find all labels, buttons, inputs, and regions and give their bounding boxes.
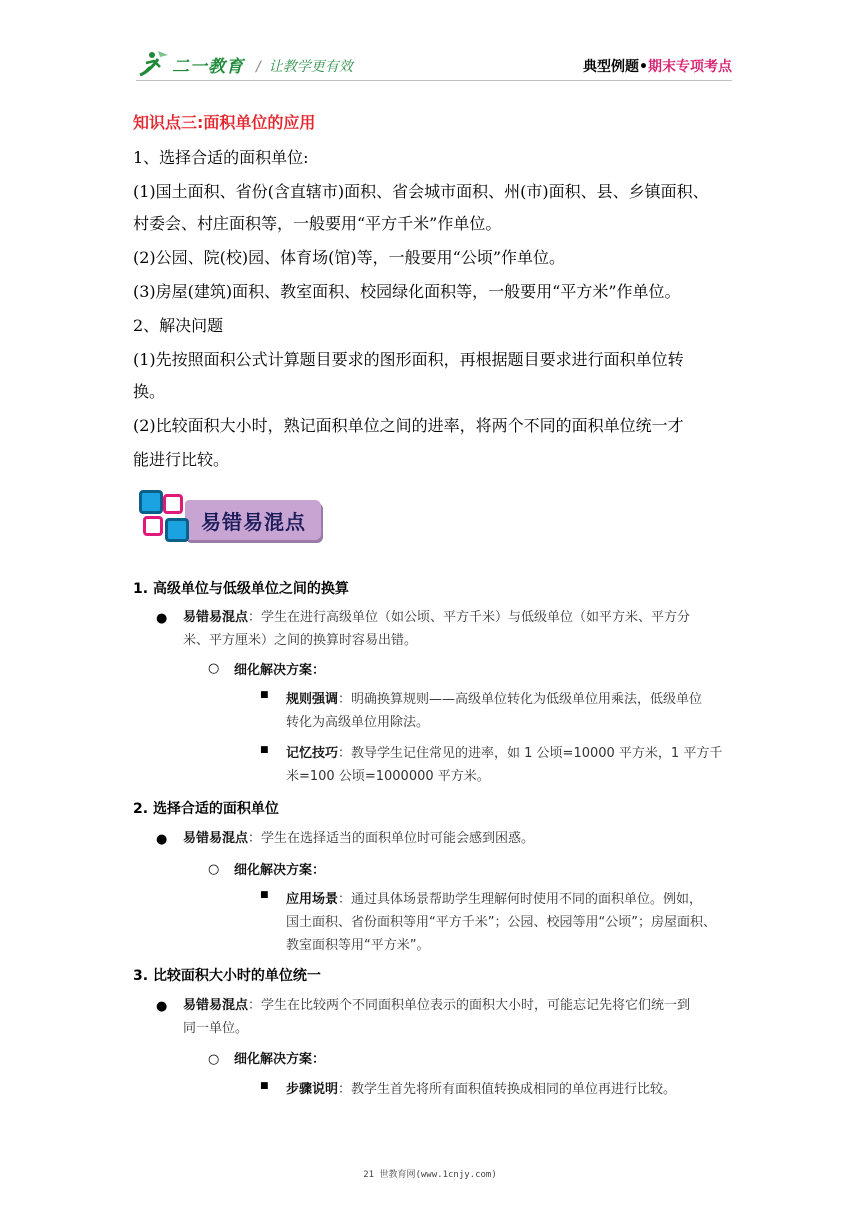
item-title: 高级单位与低级单位之间的换算: [152, 581, 349, 597]
bullet-circle-icon: ○: [208, 1052, 220, 1067]
solution-colon: ：: [312, 863, 326, 878]
solution-item-label: 记忆技巧: [286, 746, 339, 761]
section-title: 知识点三:面积单位的应用: [133, 113, 316, 132]
paragraph-10: 能进行比较。: [133, 450, 230, 469]
point-text: ：学生在选择适当的面积单位时可能会感到困惑。: [248, 831, 535, 846]
paragraph-1: 1、选择合适的面积单位:: [133, 148, 309, 167]
square-icon: [165, 518, 189, 542]
point-text: 同一单位。: [183, 1021, 249, 1036]
solution-heading: [234, 1048, 325, 1071]
item-heading: [133, 798, 279, 818]
header-topic-accent: 期末专项考点: [648, 59, 732, 75]
solution-item-text: 米=100 公顷=1000000 平方米。: [286, 769, 490, 784]
item-title: 选择合适的面积单位: [152, 801, 279, 817]
badge-label: 易错易混点: [201, 510, 306, 534]
bullet-disc-icon: ●: [156, 611, 168, 626]
solution-item: [286, 1078, 734, 1101]
solution-label: 细化解决方案: [234, 863, 313, 878]
point-label: 易错易混点: [183, 998, 249, 1013]
solution-item-text: 国土面积、省份面积等用“平方千米”；公园、校园等用“公顷”；房屋面积、: [286, 915, 716, 930]
item-heading: [133, 965, 321, 985]
paragraph-8: 换。: [133, 382, 166, 401]
point-label: 易错易混点: [183, 831, 249, 846]
solution-colon: ：: [312, 663, 326, 678]
bullet-square-icon: ■: [260, 890, 269, 900]
point-text: ：学生在进行高级单位（如公顷、平方千米）与低级单位（如平方米、平方分: [248, 610, 691, 625]
solution-item-text: ：通过具体场景帮助学生理解何时使用不同的面积单位。例如，: [338, 892, 703, 907]
solution-item-text: ：教导学生记住常见的进率，如 1 公顷=10000 平方米，1 平方千: [338, 746, 723, 761]
paragraph-7: (1)先按照面积公式计算题目要求的图形面积，再根据题目要求进行面积单位转: [133, 350, 684, 369]
solution-heading: [234, 859, 325, 882]
header-topic-main: 典型例题•: [583, 59, 648, 75]
header-divider: [136, 80, 732, 81]
solution-item-label: 规则强调: [286, 692, 339, 707]
solution-item-text: 转化为高级单位用除法。: [286, 715, 430, 730]
slogan-text: 让教学更有效: [268, 59, 353, 75]
bullet-disc-icon: ●: [156, 999, 168, 1014]
solution-item-text: ：教学生首先将所有面积值转换成相同的单位再进行比较。: [338, 1082, 677, 1097]
error-prone-badge: [135, 486, 323, 550]
point-text: ：学生在比较两个不同面积单位表示的面积大小时，可能忘记先将它们统一到: [248, 998, 691, 1013]
point-label: 易错易混点: [183, 610, 249, 625]
bullet-square-icon: ■: [260, 690, 269, 700]
slogan: / 让教学更有效: [256, 59, 353, 75]
solution-item-text: 教室面积等用“平方米”。: [286, 938, 430, 953]
error-point: [183, 827, 733, 850]
square-icon: [163, 494, 183, 514]
paragraph-4: (2)公园、院(校)园、体育场(馆)等，一般要用“公顷”作单位。: [133, 248, 565, 267]
solution-item-label: 步骤说明: [286, 1082, 339, 1097]
logo-text: 二一教育: [172, 56, 244, 77]
solution-item-label: 应用场景: [286, 892, 339, 907]
bullet-square-icon: ■: [260, 745, 269, 755]
header-topic: [583, 56, 732, 76]
solution-item: [286, 688, 734, 734]
solution-item: [286, 888, 734, 957]
paragraph-5: (3)房屋(建筑)面积、教室面积、校园绿化面积等，一般要用“平方米”作单位。: [133, 282, 681, 301]
paragraph-2: (1)国土面积、省份(含直辖市)面积、省会城市面积、州(市)面积、县、乡镇面积、: [133, 182, 709, 201]
error-point: [183, 606, 733, 652]
bullet-square-icon: ■: [260, 1081, 269, 1091]
solution-label: 细化解决方案: [234, 1052, 313, 1067]
square-icon: [139, 490, 163, 514]
solution-label: 细化解决方案: [234, 663, 313, 678]
solution-item-text: ：明确换算规则——高级单位转化为低级单位用乘法，低级单位: [338, 692, 703, 707]
paragraph-6: 2、解决问题: [133, 316, 224, 335]
square-icon: [143, 516, 163, 536]
page-header: [136, 46, 732, 86]
bullet-circle-icon: ○: [208, 661, 220, 676]
runner-logo-icon: [136, 49, 170, 79]
item-title: 比较面积大小时的单位统一: [152, 968, 321, 984]
solution-colon: ：: [312, 1052, 326, 1067]
item-number: 2.: [133, 801, 149, 817]
error-point: [183, 994, 733, 1040]
bullet-circle-icon: ○: [208, 862, 220, 877]
bullet-disc-icon: ●: [156, 832, 168, 847]
paragraph-9: (2)比较面积大小时，熟记面积单位之间的进率，将两个不同的面积单位统一才: [133, 416, 684, 435]
solution-heading: [234, 659, 325, 682]
item-heading: [133, 578, 349, 598]
item-number: 1.: [133, 581, 149, 597]
paragraph-3: 村委会、村庄面积等，一般要用“平方千米”作单位。: [133, 214, 502, 233]
point-text: 米、平方厘米）之间的换算时容易出错。: [183, 633, 418, 648]
page-footer: 21 世教育网(www.1cnjy.com): [363, 1170, 497, 1180]
logo: [136, 46, 244, 82]
item-number: 3.: [133, 968, 149, 984]
solution-item: [286, 742, 734, 788]
